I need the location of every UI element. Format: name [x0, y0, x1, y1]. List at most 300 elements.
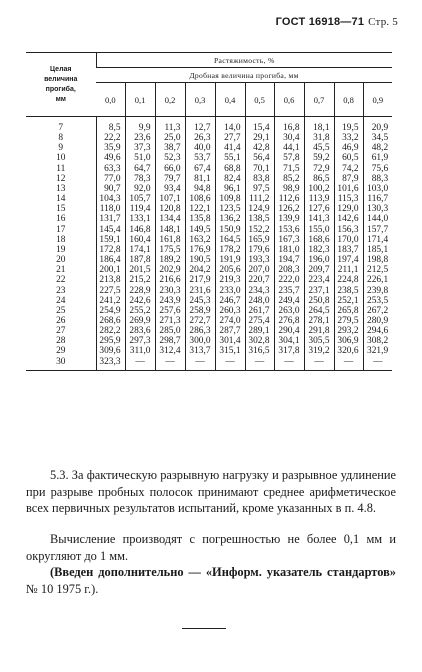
table-cell: 294,6	[363, 326, 392, 336]
table-cell: 49,6	[96, 153, 125, 163]
table-cell: 176,9	[185, 245, 215, 255]
table-cell: 253,5	[363, 296, 392, 306]
table-cell: 75,6	[363, 164, 392, 174]
table-cell: —	[274, 357, 304, 371]
table-cell: 275,4	[245, 316, 274, 326]
table-cell: 82,4	[215, 174, 245, 184]
table-row	[26, 336, 392, 346]
table-cell: 111,2	[245, 194, 274, 204]
table-cell: 231,6	[185, 286, 215, 296]
table-cell: 119,4	[125, 204, 155, 214]
table-cell: 190,5	[185, 255, 215, 265]
table-cell: 164,5	[215, 235, 245, 245]
table-cell: 101,6	[334, 184, 363, 194]
paragraph-calculation: Вычисление производят с погрешностью не более 0,1 мм и округляют до 1 мм.	[26, 532, 396, 563]
table-cell: 27,7	[215, 133, 245, 143]
paragraph-5-3: 5.3. За фактическую разрывную нагрузку и разрывное удлинение при разрыве пробных полосок принимают среднее арифметическое всех первичных результатов испытаний, кроме указанных в п. 4.8.	[26, 468, 396, 515]
table-row	[26, 235, 392, 245]
table-cell: 123,5	[215, 204, 245, 214]
table-cell: 191,9	[215, 255, 245, 265]
table-cell: —	[304, 357, 334, 371]
table-cell: 238,5	[334, 286, 363, 296]
table-cell: 228,9	[125, 286, 155, 296]
table-cell: 193,3	[245, 255, 274, 265]
row-label: 18	[56, 234, 66, 245]
row-label: 21	[56, 265, 66, 276]
table-cell: 56,4	[245, 153, 274, 163]
table-row	[26, 316, 392, 326]
table-cell: 239,8	[363, 286, 392, 296]
table-cell: 285,0	[155, 326, 185, 336]
column-header: 0,4	[215, 83, 245, 117]
table-cell: 261,7	[245, 306, 274, 316]
table-cell: 104,3	[96, 194, 125, 204]
table-cell: 20,9	[363, 117, 392, 134]
table-cell: 181,0	[274, 245, 304, 255]
table-cell: 40,0	[185, 143, 215, 153]
table-cell: 129,0	[334, 204, 363, 214]
column-header: 0,1	[125, 83, 155, 117]
table-cell: 136,2	[215, 214, 245, 224]
table-cell: 298,7	[155, 336, 185, 346]
table-cell: 8,5	[96, 117, 125, 134]
table-cell: 197,4	[334, 255, 363, 265]
table-cell: 60,5	[334, 153, 363, 163]
table-cell: 30,4	[274, 133, 304, 143]
table-cell: 52,3	[155, 153, 185, 163]
table-cell: 319,2	[304, 346, 334, 356]
table-cell: 134,4	[155, 214, 185, 224]
table-cell: 309,6	[96, 346, 125, 356]
table-cell: 220,7	[245, 275, 274, 285]
table-cell: 71,5	[274, 164, 304, 174]
table-cell: 279,5	[334, 316, 363, 326]
table-cell: 241,2	[96, 296, 125, 306]
table-cell: 122,1	[185, 204, 215, 214]
table-cell: 83,8	[245, 174, 274, 184]
page-header	[276, 16, 398, 28]
table-row	[26, 174, 392, 184]
table-cell: 269,9	[125, 316, 155, 326]
row-label: 8	[58, 133, 64, 144]
table-cell: 63,3	[96, 164, 125, 174]
table-cell: 312,4	[155, 346, 185, 356]
table-row	[26, 346, 392, 356]
table-row	[26, 143, 392, 153]
table-cell: 216,6	[155, 275, 185, 285]
table-cell: 165,9	[245, 235, 274, 245]
table-cell: 313,7	[185, 346, 215, 356]
row-label: 17	[56, 224, 66, 235]
table-cell: 42,8	[245, 143, 274, 153]
table-cell: 290,4	[274, 326, 304, 336]
column-header: 0,0	[96, 83, 125, 117]
table-row	[26, 214, 392, 224]
table-cell: 48,2	[363, 143, 392, 153]
table-cell: 61,9	[363, 153, 392, 163]
row-label: 22	[56, 275, 66, 286]
table-cell: 124,9	[245, 204, 274, 214]
table-cell: 233,0	[215, 286, 245, 296]
table-row	[26, 255, 392, 265]
table-cell: 282,2	[96, 326, 125, 336]
table-cell: 156,3	[334, 225, 363, 235]
table-cell: 88,3	[363, 174, 392, 184]
paragraph-amendment	[26, 564, 396, 597]
table-cell: 81,1	[185, 174, 215, 184]
row-label: 26	[56, 315, 66, 326]
table-cell: 237,1	[304, 286, 334, 296]
table-cell: 133,1	[125, 214, 155, 224]
table-cell: 211,1	[334, 265, 363, 275]
table-cell: 144,0	[363, 214, 392, 224]
table-cell: 113,9	[304, 194, 334, 204]
table-cell: 37,3	[125, 143, 155, 153]
column-header: 0,5	[245, 83, 274, 117]
table-cell: 204,2	[185, 265, 215, 275]
table-cell: 74,2	[334, 164, 363, 174]
table-cell: 293,2	[334, 326, 363, 336]
table-cell: 157,7	[363, 225, 392, 235]
row-label: 30	[26, 357, 96, 371]
page-number: Стр. 5	[368, 16, 398, 28]
table-cell: 175,5	[155, 245, 185, 255]
row-header-line: величина	[44, 75, 78, 83]
row-label: 29	[56, 346, 66, 357]
amendment-rest: № 10 1975 г.).	[26, 581, 99, 596]
table-cell: 100,2	[304, 184, 334, 194]
table-row	[26, 286, 392, 296]
table-cell: 226,1	[363, 275, 392, 285]
table-cell: 55,1	[215, 153, 245, 163]
table-cell: 246,7	[215, 296, 245, 306]
table-cell: 66,0	[155, 164, 185, 174]
table-cell: 153,6	[274, 225, 304, 235]
table-cell: 67,4	[185, 164, 215, 174]
table-cell: 118,0	[96, 204, 125, 214]
table-cell: 19,5	[334, 117, 363, 134]
table-cell: —	[155, 357, 185, 371]
table-cell: 222,0	[274, 275, 304, 285]
table-body	[26, 117, 392, 371]
table-cell: 267,2	[363, 306, 392, 316]
table-cell: 305,5	[304, 336, 334, 346]
table-cell: 321,9	[363, 346, 392, 356]
table-cell: 187,8	[125, 255, 155, 265]
column-header: 0,6	[274, 83, 304, 117]
table-cell: 98,9	[274, 184, 304, 194]
table-cell: 242,6	[125, 296, 155, 306]
table-cell: 94,8	[185, 184, 215, 194]
table-cell: 301,4	[215, 336, 245, 346]
table-cell: 258,9	[185, 306, 215, 316]
table-cell: 135,8	[185, 214, 215, 224]
table-row	[26, 225, 392, 235]
column-header: 0,9	[363, 83, 392, 117]
table-cell: 31,8	[304, 133, 334, 143]
table-cell: 78,3	[125, 174, 155, 184]
table-cell: —	[363, 357, 392, 371]
table-cell: 196,0	[304, 255, 334, 265]
row-label: 15	[56, 204, 66, 215]
table-cell: 272,7	[185, 316, 215, 326]
table-cell: 283,6	[125, 326, 155, 336]
table-cell: 268,6	[96, 316, 125, 326]
table-cell: 163,2	[185, 235, 215, 245]
table-cell: 287,7	[215, 326, 245, 336]
table-cell: 186,4	[96, 255, 125, 265]
table-cell: 26,3	[185, 133, 215, 143]
table-cell: 167,3	[274, 235, 304, 245]
table-cell: 29,1	[245, 133, 274, 143]
table-cell: 130,3	[363, 204, 392, 214]
table-cell: 260,3	[215, 306, 245, 316]
table-row	[26, 204, 392, 214]
table-cell: 72,9	[304, 164, 334, 174]
column-header: 0,8	[334, 83, 363, 117]
column-header: 0,3	[185, 83, 215, 117]
table-cell: 217,9	[185, 275, 215, 285]
table-cell: 97,5	[245, 184, 274, 194]
table-row	[26, 133, 392, 143]
table-cell: 306,9	[334, 336, 363, 346]
row-header-line: прогиба,	[45, 85, 76, 93]
table-cell: 265,8	[334, 306, 363, 316]
table-cell: 202,9	[155, 265, 185, 275]
table-cell: 208,3	[274, 265, 304, 275]
row-label: 19	[56, 244, 66, 255]
table-cell: 86,5	[304, 174, 334, 184]
table-cell: 57,8	[274, 153, 304, 163]
table-cell: —	[215, 357, 245, 371]
table-row	[26, 245, 392, 255]
table-cell: 92,0	[125, 184, 155, 194]
table-cell: 183,7	[334, 245, 363, 255]
table-cell: 116,7	[363, 194, 392, 204]
table-cell: 209,7	[304, 265, 334, 275]
table-cell: 11,3	[155, 117, 185, 134]
standard-number: ГОСТ 16918—71	[275, 16, 365, 28]
table-cell: 311,0	[125, 346, 155, 356]
column-header: 0,7	[304, 83, 334, 117]
table-cell: 304,1	[274, 336, 304, 346]
table-cell: 271,3	[155, 316, 185, 326]
table-cell: 178,2	[215, 245, 245, 255]
table-cell: 120,8	[155, 204, 185, 214]
table-cell: 93,4	[155, 184, 185, 194]
table-cell: —	[125, 357, 155, 371]
table-cell: 16,8	[274, 117, 304, 134]
table-cell: 18,1	[304, 117, 334, 134]
table-cell: 291,8	[304, 326, 334, 336]
table-cell: 34,5	[363, 133, 392, 143]
table-cell: 44,1	[274, 143, 304, 153]
table-cell: 9,9	[125, 117, 155, 134]
table-cell: 286,3	[185, 326, 215, 336]
table-cell: 138,5	[245, 214, 274, 224]
column-header: 0,2	[155, 83, 185, 117]
table-cell: 252,1	[334, 296, 363, 306]
table-cell: 25,0	[155, 133, 185, 143]
table-cell: 161,8	[155, 235, 185, 245]
amendment-bold: (Введен дополнительно — «Информ. указатель стандартов»	[50, 565, 396, 579]
table-row	[26, 117, 392, 134]
table-cell: 300,0	[185, 336, 215, 346]
table-cell: 150,9	[215, 225, 245, 235]
table-row	[26, 275, 392, 285]
row-label: 25	[56, 305, 66, 316]
row-label: 20	[56, 255, 66, 266]
table-cell: 212,5	[363, 265, 392, 275]
table-cell: 170,0	[334, 235, 363, 245]
table-cell: 109,8	[215, 194, 245, 204]
table-cell: 185,1	[363, 245, 392, 255]
row-header	[26, 53, 96, 117]
table-cell: 243,9	[155, 296, 185, 306]
table-cell: 160,4	[125, 235, 155, 245]
table-cell: 12,7	[185, 117, 215, 134]
table-cell: 172,8	[96, 245, 125, 255]
table-cell: 155,0	[304, 225, 334, 235]
table-cell: 223,4	[304, 275, 334, 285]
table-cell: 230,3	[155, 286, 185, 296]
row-label: 7	[58, 123, 64, 133]
table-cell: 194,7	[274, 255, 304, 265]
table-cell: 274,0	[215, 316, 245, 326]
table-cell: 59,2	[304, 153, 334, 163]
table-cell: 257,6	[155, 306, 185, 316]
table-row	[26, 153, 392, 163]
table-cell: 215,2	[125, 275, 155, 285]
table-cell: 33,2	[334, 133, 363, 143]
table-cell: 149,5	[185, 225, 215, 235]
table-cell: 41,4	[215, 143, 245, 153]
end-rule	[182, 628, 226, 629]
table-cell: 213,8	[96, 275, 125, 285]
row-header-line: мм	[55, 95, 66, 103]
table-cell: 145,4	[96, 225, 125, 235]
table-cell: 297,3	[125, 336, 155, 346]
table-cell: 189,2	[155, 255, 185, 265]
table-cell: 15,4	[245, 117, 274, 134]
table-cell: 108,6	[185, 194, 215, 204]
table-cell: 320,6	[334, 346, 363, 356]
table-cell: 46,9	[334, 143, 363, 153]
table-cell: 23,6	[125, 133, 155, 143]
row-label: 28	[56, 336, 66, 347]
table-cell: 126,2	[274, 204, 304, 214]
table-cell: 200,1	[96, 265, 125, 275]
table-cell: 302,8	[245, 336, 274, 346]
row-label: 23	[56, 285, 66, 296]
table-cell: 35,9	[96, 143, 125, 153]
table-cell: 201,5	[125, 265, 155, 275]
table-row	[26, 296, 392, 306]
table-cell: 96,1	[215, 184, 245, 194]
table-cell: 248,0	[245, 296, 274, 306]
table-cell: 168,6	[304, 235, 334, 245]
table-cell: 315,1	[215, 346, 245, 356]
table-cell: 53,7	[185, 153, 215, 163]
row-label: 11	[56, 163, 66, 174]
row-label: 10	[56, 153, 66, 164]
table-cell: —	[245, 357, 274, 371]
table-cell: 14,0	[215, 117, 245, 134]
table-cell: 112,6	[274, 194, 304, 204]
table-row	[26, 326, 392, 336]
sub-header: Дробная величина прогиба, мм	[96, 68, 392, 83]
table-cell: 159,1	[96, 235, 125, 245]
table-cell: 224,8	[334, 275, 363, 285]
table-cell: 131,7	[96, 214, 125, 224]
group-header: Растяжимость, %	[96, 53, 392, 68]
table-cell: 139,9	[274, 214, 304, 224]
table-cell: 38,7	[155, 143, 185, 153]
table-cell: 174,1	[125, 245, 155, 255]
table-row	[26, 265, 392, 275]
table-cell: 107,1	[155, 194, 185, 204]
row-label: 14	[56, 194, 66, 205]
table-cell: 289,1	[245, 326, 274, 336]
table-cell: 171,4	[363, 235, 392, 245]
table-cell: 234,3	[245, 286, 274, 296]
table-cell: 295,9	[96, 336, 125, 346]
table-cell: 276,8	[274, 316, 304, 326]
table-cell: 148,1	[155, 225, 185, 235]
row-label: 16	[56, 214, 66, 225]
table-cell: —	[334, 357, 363, 371]
row-header-line: Целая	[49, 65, 72, 73]
table-cell: 90,7	[96, 184, 125, 194]
row-label: 27	[56, 326, 66, 337]
row-label: 12	[56, 173, 66, 184]
table-cell: 179,6	[245, 245, 274, 255]
table-cell: 141,3	[304, 214, 334, 224]
table-cell: 317,8	[274, 346, 304, 356]
table-cell: 127,6	[304, 204, 334, 214]
table-cell: 254,9	[96, 306, 125, 316]
table-cell: 219,3	[215, 275, 245, 285]
table-cell: 250,8	[304, 296, 334, 306]
table-cell: 280,9	[363, 316, 392, 326]
table-cell: 103,0	[363, 184, 392, 194]
table-cell: 142,6	[334, 214, 363, 224]
table-cell: 115,3	[334, 194, 363, 204]
table-cell: 205,6	[215, 265, 245, 275]
table-cell: 308,2	[363, 336, 392, 346]
table-cell: 245,3	[185, 296, 215, 306]
table-cell: 264,5	[304, 306, 334, 316]
table-cell: 227,5	[96, 286, 125, 296]
table-cell: 87,9	[334, 174, 363, 184]
table-row	[26, 184, 392, 194]
table-row	[26, 306, 392, 316]
table-row	[26, 164, 392, 174]
table-row	[26, 357, 392, 371]
row-label: 13	[56, 183, 66, 194]
table-cell: 22,2	[96, 133, 125, 143]
table-cell: 146,8	[125, 225, 155, 235]
table-cell: 207,0	[245, 265, 274, 275]
row-label: 9	[58, 143, 64, 154]
table-cell: 51,0	[125, 153, 155, 163]
table-cell: —	[185, 357, 215, 371]
table-cell: 45,5	[304, 143, 334, 153]
table-cell: 278,1	[304, 316, 334, 326]
deflection-table	[26, 52, 392, 371]
table-cell: 182,3	[304, 245, 334, 255]
table-cell: 70,1	[245, 164, 274, 174]
